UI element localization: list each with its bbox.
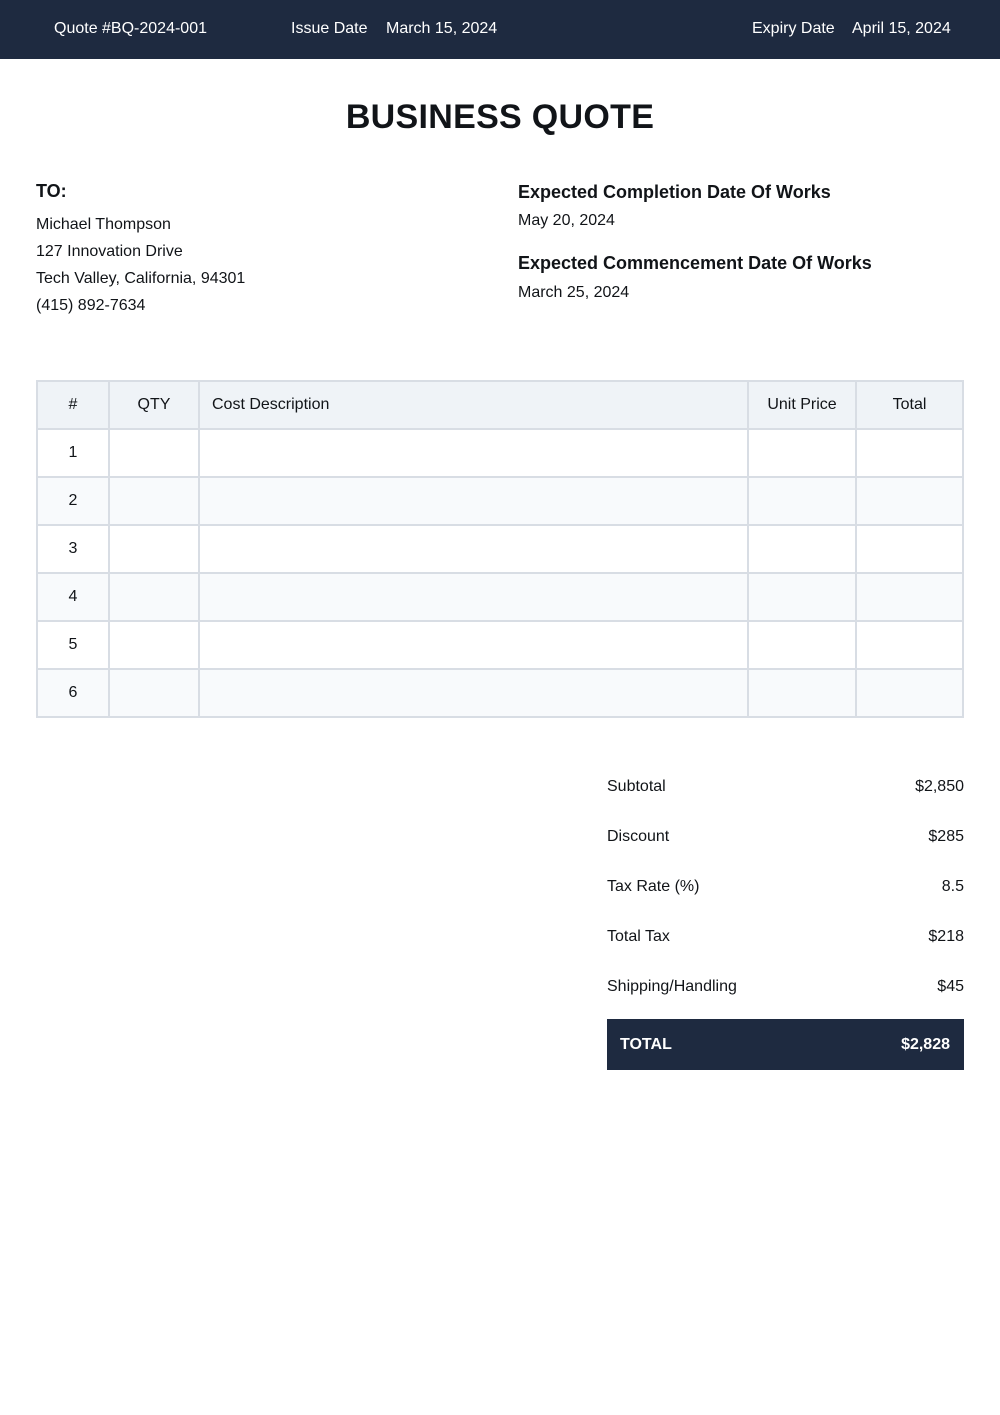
quote-header-bar (0, 0, 1000, 59)
tax-rate-value: 8.5 (941, 878, 964, 895)
grand-total-bar (607, 1019, 964, 1070)
completion-date-label: Expected Completion Date Of Works (518, 182, 831, 202)
description-cell[interactable] (199, 573, 748, 621)
table-row (37, 669, 963, 717)
row-number: 5 (37, 621, 109, 669)
column-header-unit-price: Unit Price (748, 381, 856, 429)
unit-price-cell[interactable] (748, 573, 856, 621)
subtotal-label: Subtotal (607, 778, 666, 795)
table-row (37, 621, 963, 669)
total-cell[interactable] (856, 477, 963, 525)
column-header-number: # (37, 381, 109, 429)
issue-date-label: Issue Date (291, 20, 368, 37)
unit-price-cell[interactable] (748, 477, 856, 525)
recipient-phone: (415) 892-7634 (36, 297, 146, 314)
grand-total-value: $2,828 (901, 1036, 950, 1053)
expiry-date-value: April 15, 2024 (852, 20, 951, 37)
total-tax-value: $218 (928, 928, 964, 945)
row-number: 1 (37, 429, 109, 477)
subtotal-row (607, 778, 964, 800)
unit-price-cell[interactable] (748, 429, 856, 477)
total-tax-label: Total Tax (607, 928, 670, 945)
column-header-description: Cost Description (199, 381, 748, 429)
unit-price-cell[interactable] (748, 669, 856, 717)
unit-price-cell[interactable] (748, 621, 856, 669)
commencement-date-value: March 25, 2024 (518, 284, 630, 301)
table-row (37, 429, 963, 477)
recipient-label: TO: (36, 181, 67, 201)
row-number: 3 (37, 525, 109, 573)
row-number: 4 (37, 573, 109, 621)
subtotal-value: $2,850 (915, 778, 964, 795)
column-header-total: Total (856, 381, 963, 429)
qty-cell[interactable] (109, 477, 199, 525)
table-row (37, 525, 963, 573)
total-cell[interactable] (856, 621, 963, 669)
total-cell[interactable] (856, 573, 963, 621)
description-cell[interactable] (199, 525, 748, 573)
table-row (37, 573, 963, 621)
grand-total-label: TOTAL (620, 1036, 672, 1053)
discount-value: $285 (928, 828, 964, 845)
table-header-row (37, 381, 963, 429)
description-cell[interactable] (199, 477, 748, 525)
qty-cell[interactable] (109, 621, 199, 669)
total-tax-row (607, 928, 964, 950)
issue-date-value: March 15, 2024 (386, 20, 498, 37)
recipient-city: Tech Valley, California, 94301 (36, 270, 246, 287)
unit-price-cell[interactable] (748, 525, 856, 573)
tax-rate-row (607, 878, 964, 900)
expiry-date-label: Expiry Date (752, 20, 835, 37)
tax-rate-label: Tax Rate (%) (607, 878, 700, 895)
row-number: 2 (37, 477, 109, 525)
quote-number: Quote #BQ-2024-001 (54, 20, 207, 37)
recipient-street: 127 Innovation Drive (36, 243, 183, 260)
qty-cell[interactable] (109, 429, 199, 477)
total-cell[interactable] (856, 669, 963, 717)
description-cell[interactable] (199, 429, 748, 477)
discount-row (607, 828, 964, 850)
qty-cell[interactable] (109, 525, 199, 573)
total-cell[interactable] (856, 525, 963, 573)
discount-label: Discount (607, 828, 670, 845)
total-cell[interactable] (856, 429, 963, 477)
description-cell[interactable] (199, 621, 748, 669)
commencement-date-label: Expected Commencement Date Of Works (518, 253, 872, 273)
qty-cell[interactable] (109, 669, 199, 717)
recipient-name: Michael Thompson (36, 216, 171, 233)
page-title: BUSINESS QUOTE (345, 98, 655, 136)
row-number: 6 (37, 669, 109, 717)
line-items-table (36, 380, 964, 718)
qty-cell[interactable] (109, 573, 199, 621)
completion-date-value: May 20, 2024 (518, 212, 615, 229)
shipping-value: $45 (937, 978, 964, 995)
shipping-row (607, 978, 964, 1000)
column-header-qty: QTY (109, 381, 199, 429)
shipping-label: Shipping/Handling (607, 978, 737, 995)
description-cell[interactable] (199, 669, 748, 717)
table-row (37, 477, 963, 525)
